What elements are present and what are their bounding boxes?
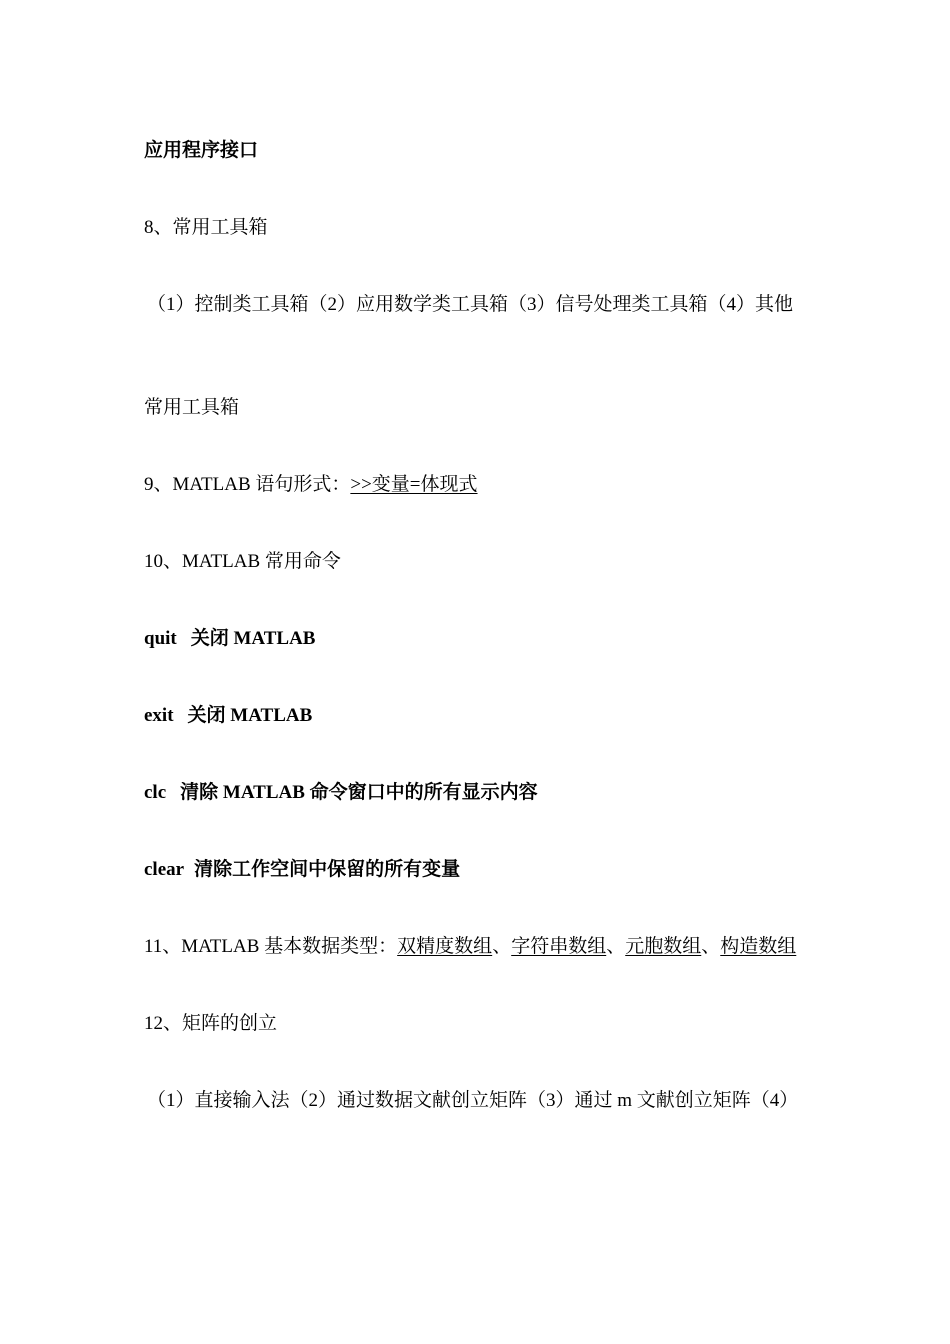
command-name: clear <box>144 859 185 880</box>
command-description: 关闭 MATLAB <box>190 628 316 649</box>
command-row <box>144 858 460 882</box>
section-8-items: （1）控制类工具箱（2）应用数学类工具箱（3）信号处理类工具箱（4）其他 <box>147 294 794 315</box>
statement-form: >>变量=体现式 <box>350 474 478 495</box>
section-11-prefix: 11、MATLAB 基本数据类型： <box>144 936 398 957</box>
separator: 、 <box>606 936 626 957</box>
section-12-title: 12、矩阵的创立 <box>144 1013 278 1034</box>
section-12-items: （1）直接输入法（2）通过数据文献创立矩阵（3）通过 m 文献创立矩阵（4） <box>147 1090 799 1111</box>
data-type: 元胞数组 <box>625 936 702 957</box>
command-row <box>144 704 312 728</box>
command-row <box>144 627 315 651</box>
section-10-title: 10、MATLAB 常用命令 <box>144 551 341 572</box>
section-9-statement <box>144 473 478 497</box>
command-name: exit <box>144 705 174 726</box>
command-name: clc <box>144 782 167 803</box>
data-type: 构造数组 <box>720 936 797 957</box>
command-description: 关闭 MATLAB <box>187 705 313 726</box>
section-heading: 应用程序接口 <box>144 140 259 161</box>
separator: 、 <box>701 936 721 957</box>
section-9-prefix: 9、MATLAB 语句形式： <box>144 474 351 495</box>
section-11-types <box>144 935 796 959</box>
separator: 、 <box>492 936 512 957</box>
section-8-items-continued: 常用工具箱 <box>144 397 240 418</box>
command-name: quit <box>144 628 177 649</box>
data-type: 字符串数组 <box>511 936 607 957</box>
command-description: 清除工作空间中保留的所有变量 <box>194 859 461 880</box>
command-description: 清除 MATLAB 命令窗口中的所有显示内容 <box>180 782 538 803</box>
command-row <box>144 781 538 805</box>
data-type: 双精度数组 <box>397 936 493 957</box>
section-8-title: 8、常用工具箱 <box>144 217 268 238</box>
